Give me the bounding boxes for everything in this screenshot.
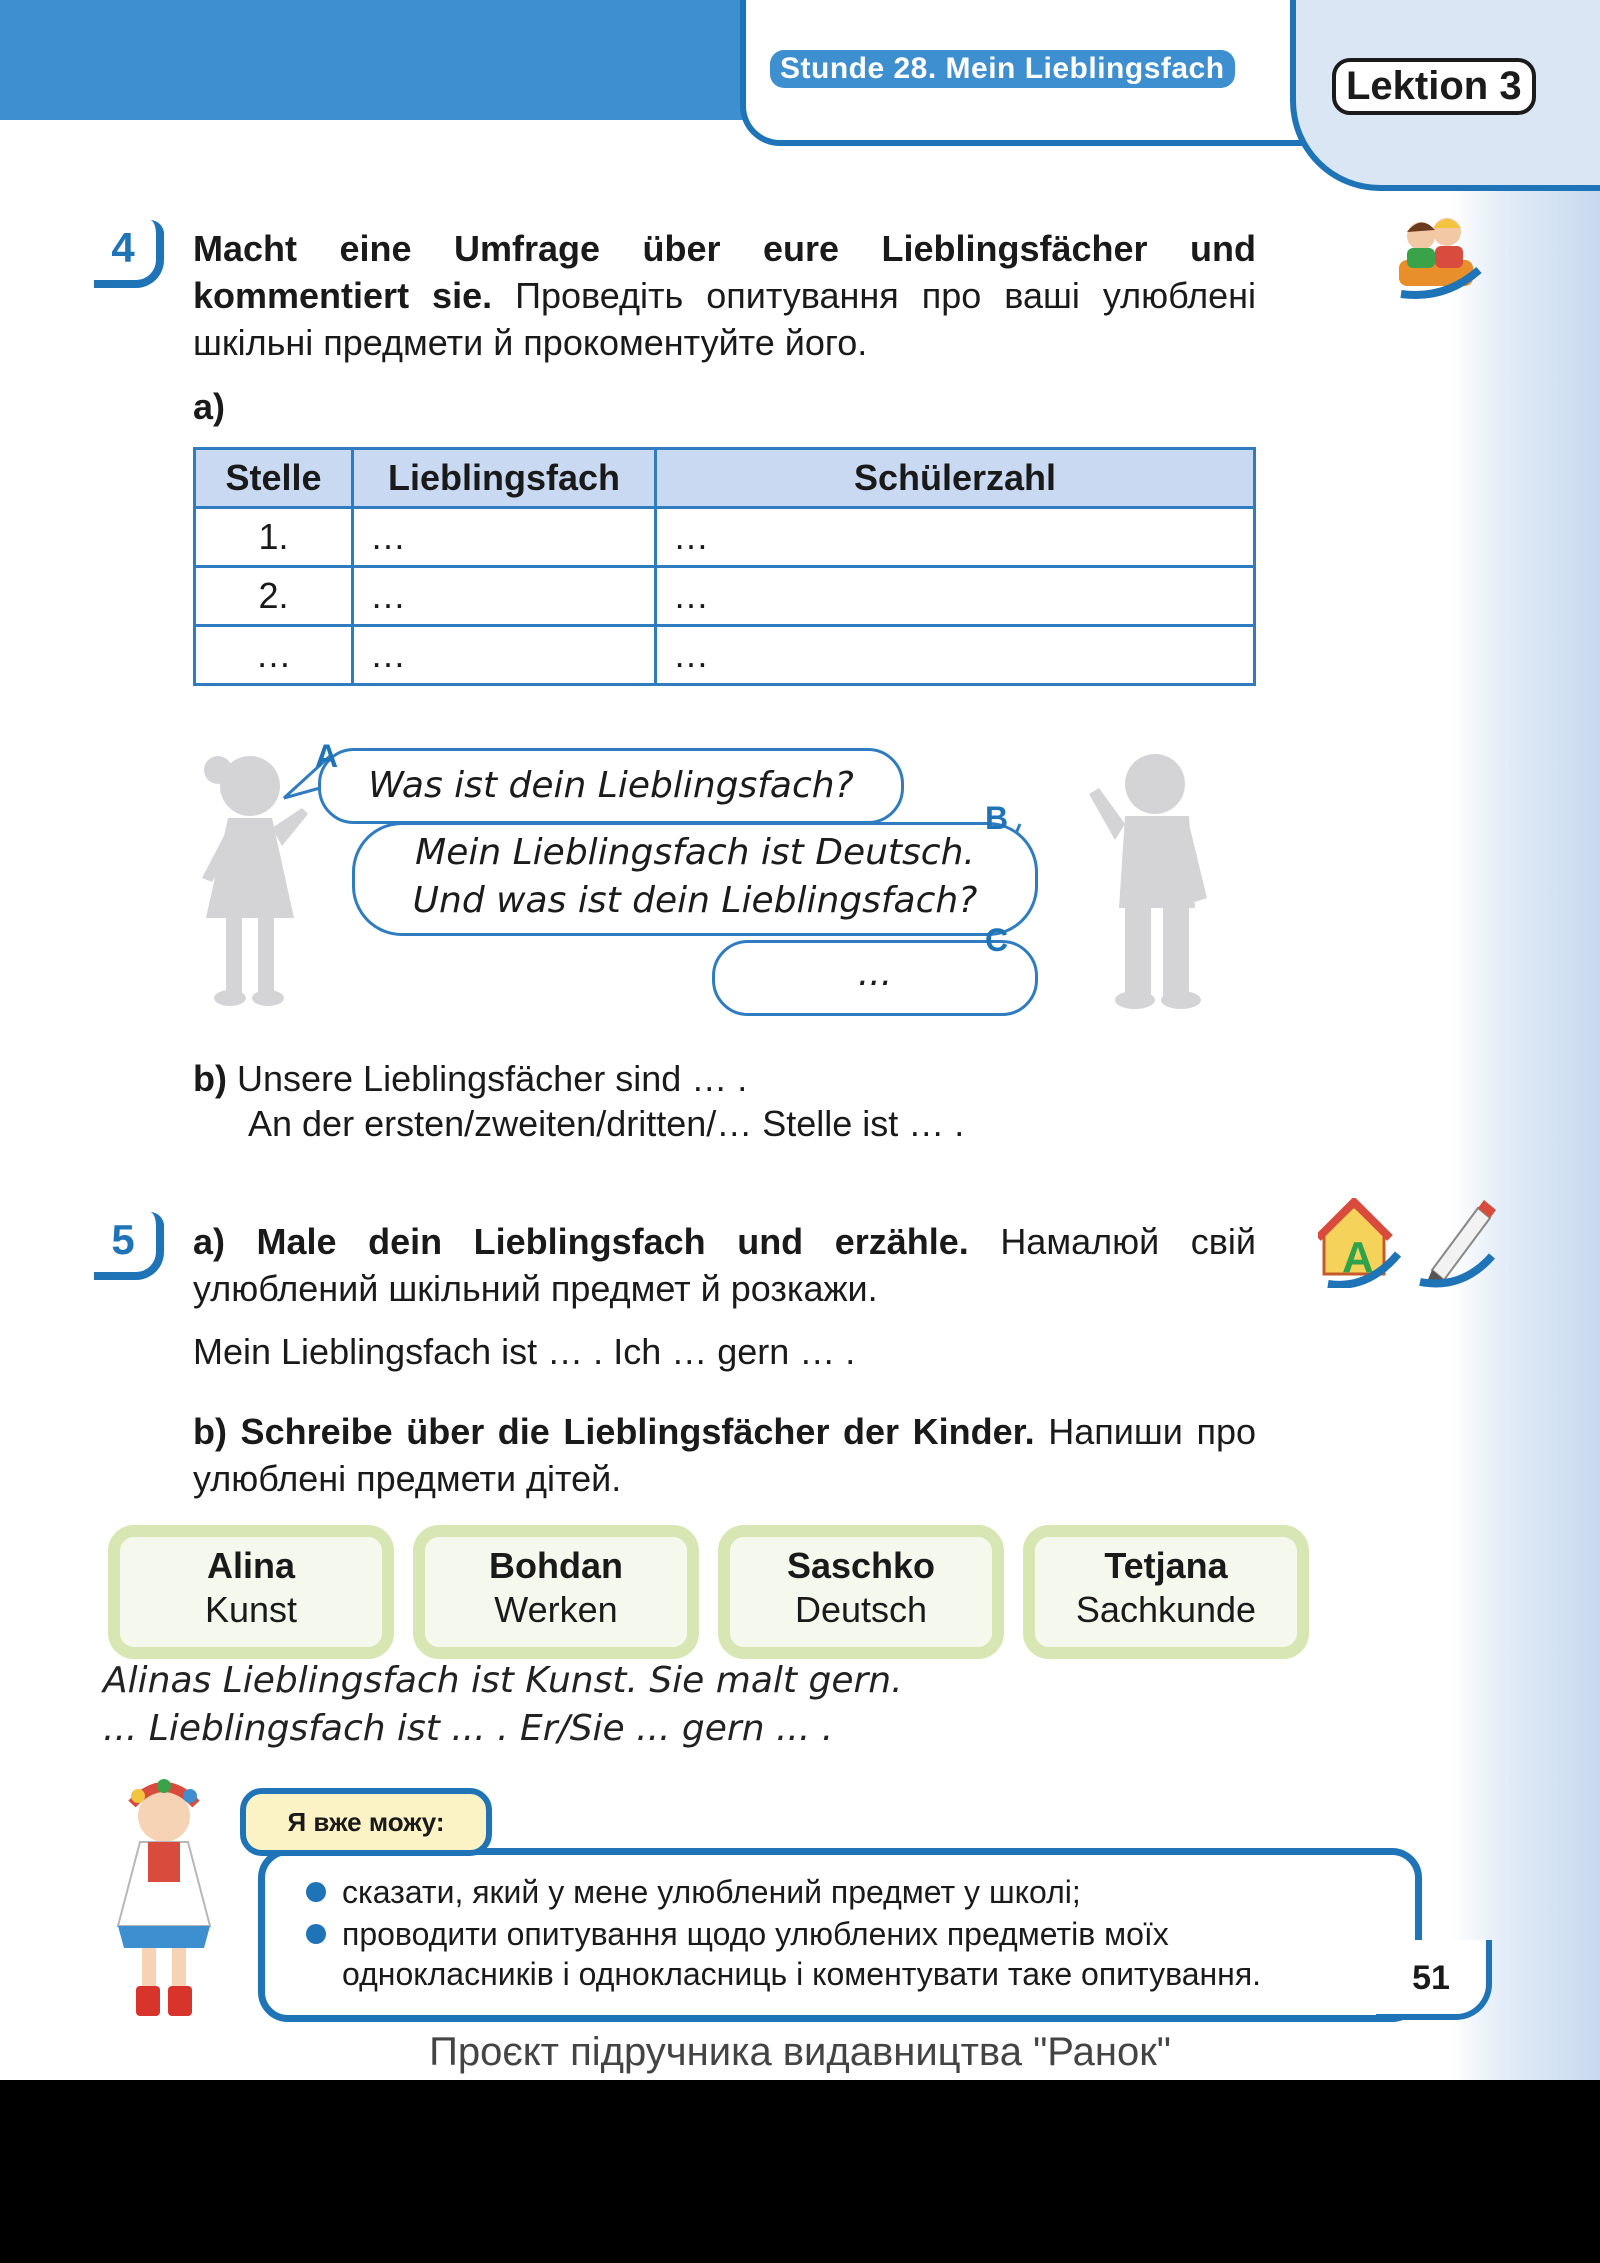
bubble-letter-b: B (985, 800, 1009, 836)
speech-bubble-c: ... (712, 940, 1038, 1016)
bullet-icon (306, 1924, 326, 1944)
exercise-5a-instruction-ua: Намалюй свій улюблений шкільний предмет й розкажи. (193, 1221, 1256, 1309)
can-do-item (342, 1872, 1081, 1912)
exercise-4-instruction-de: Macht eine Umfrage über eure Lieblingsfächer und kommentiert sie. (193, 228, 1256, 316)
table-row (195, 567, 1255, 626)
example-sentence-1: Alinas Lieblingsfach ist Kunst. Sie malt gern. (103, 1660, 903, 1701)
table-cell: … (656, 626, 1255, 685)
child-name: Saschko (786, 1545, 936, 1586)
table-row (195, 626, 1255, 685)
child-subject: Kunst (204, 1589, 298, 1630)
page-number: 51 (1376, 1940, 1492, 2020)
child-name: Bohdan (489, 1545, 623, 1586)
exercise-4-number: 4 (88, 218, 158, 282)
child-name: Tetjana (1104, 1545, 1228, 1586)
example-sentence-2: ... Lieblingsfach ist ... . Er/Sie ... gern ... . (103, 1708, 834, 1749)
exercise-4-part-b-label: b) (193, 1058, 227, 1099)
table-cell: … (353, 567, 656, 626)
exercise-5a-instruction-de: a) Male dein Lieblingsfach und erzähle. (193, 1221, 969, 1262)
exercise-5a-pattern: Mein Lieblingsfach ist … . Ich … gern … . (193, 1331, 856, 1372)
exercise-5b-instruction (193, 1408, 1256, 1502)
child-card (1023, 1525, 1309, 1659)
table-cell: 2. (195, 567, 353, 626)
group-work-icon (1395, 210, 1485, 300)
exercise-4-instruction (193, 225, 1256, 366)
survey-table (193, 447, 1256, 686)
bubble-b-line-1: Mein Lieblingsfach ist Deutsch. (415, 832, 975, 873)
table-header-row (195, 449, 1255, 508)
can-do-item-text: проводити опитування щодо улюблених предметів моїх (342, 1916, 1169, 1952)
lektion-label: Lektion 3 (1332, 58, 1536, 115)
can-do-item-text: сказати, який у мене улюблений предмет у школі; (342, 1874, 1081, 1910)
exercise-5b-instruction-ua: Напиши про улюблені предмети дітей. (193, 1411, 1256, 1499)
table-cell: 1. (195, 508, 353, 567)
exercise-5-number: 5 (88, 1210, 158, 1274)
svg-text:A: A (1342, 1233, 1374, 1282)
child-card (718, 1525, 1004, 1659)
exercise-4-instruction-ua: Проведіть опитування про ваші улюблені шкільні предмети й прокоментуйте його. (193, 275, 1256, 363)
child-subject: Deutsch (794, 1589, 928, 1630)
page-edge-gradient (1450, 0, 1600, 2080)
table-header-cell: Lieblingsfach (353, 449, 656, 508)
table-cell: … (195, 626, 353, 685)
pencil-icon (1412, 1194, 1498, 1288)
table-row (195, 508, 1255, 567)
can-do-item (342, 1914, 1169, 1954)
exercise-4-part-b-line-2: An der ersten/zweiten/dritten/… Stelle ist … . (248, 1103, 965, 1144)
table-header-cell: Stelle (195, 449, 353, 508)
exercise-5b-instruction-de: b) Schreibe über die Lieblingsfächer der Kinder. (193, 1411, 1035, 1452)
table-cell: … (353, 626, 656, 685)
bubble-letter-a: A (315, 738, 339, 774)
exercise-4-part-b (193, 1055, 747, 1102)
table-cell: … (353, 508, 656, 567)
can-do-label: Я вже можу: (240, 1788, 492, 1856)
lesson-title: Stunde 28. Mein Lieblingsfach (770, 50, 1235, 88)
table-header-cell: Schülerzahl (656, 449, 1255, 508)
bubble-letter-c: C (985, 922, 1009, 958)
child-card (108, 1525, 394, 1659)
ukrainian-girl-illustration (108, 1776, 226, 2022)
exercise-5a-instruction (193, 1218, 1256, 1312)
exercise-4-part-b-line-1: Unsere Lieblingsfächer sind … . (237, 1058, 748, 1099)
bullet-icon (306, 1882, 326, 1902)
bubble-b-line-2: Und was ist dein Lieblingsfach? (412, 880, 978, 921)
can-do-item-continued: однокласників і однокласниць і коментувати таке опитування. (342, 1956, 1262, 1992)
speech-bubble-b (352, 822, 1038, 936)
speech-bubble-a: Was ist dein Lieblingsfach? (318, 748, 904, 824)
child-name: Alina (206, 1545, 295, 1586)
table-cell: … (656, 508, 1255, 567)
child-subject: Werken (494, 1589, 618, 1630)
exercise-4-part-a-label: a) (193, 386, 226, 427)
table-cell: … (656, 567, 1255, 626)
child-card (413, 1525, 699, 1659)
publisher-footer: Проєкт підручника видавництва "Ранок" (429, 2030, 1171, 2074)
child-subject: Sachkunde (1075, 1589, 1257, 1630)
home-letter-icon (1318, 1198, 1404, 1288)
boy-silhouette (1085, 748, 1215, 1013)
